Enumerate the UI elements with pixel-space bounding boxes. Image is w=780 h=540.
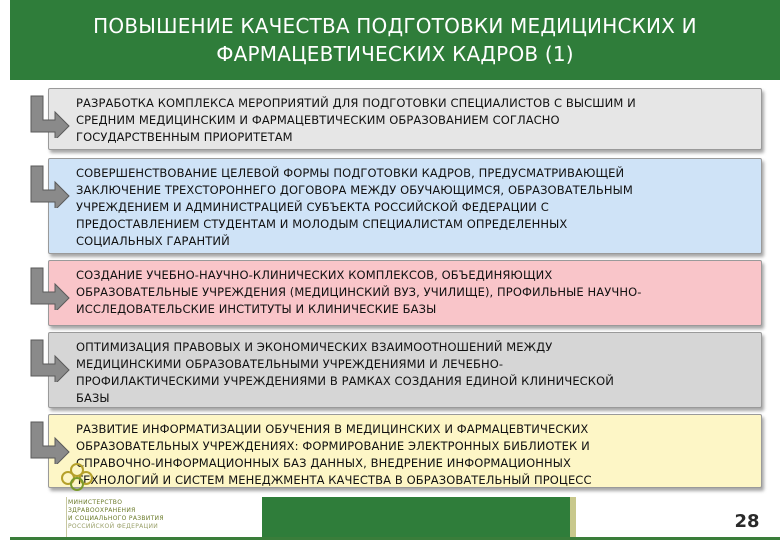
list-item <box>0 88 780 150</box>
item-text-line: СОЦИАЛЬНЫХ ГАРАНТИЙ <box>76 234 230 248</box>
item-text-line: СПРАВОЧНО-ИНФОРМАЦИОННЫХ БАЗ ДАННЫХ, ВНЕДРЕНИЕ ИНФОРМАЦИОННЫХ <box>76 456 571 470</box>
item-box <box>48 88 762 150</box>
slide-title-line-1: ПОВЫШЕНИЕ КАЧЕСТВА ПОДГОТОВКИ МЕДИЦИНСКИХ И <box>93 14 697 38</box>
slide-title-bar <box>10 0 780 80</box>
logo-text-line: МИНИСТЕРСТВО <box>68 499 123 506</box>
item-text-line: БАЗЫ <box>76 391 110 405</box>
bent-arrow-icon <box>28 266 72 310</box>
footer-separator <box>570 497 576 540</box>
list-item <box>0 414 780 488</box>
list-item <box>0 332 780 408</box>
item-text-line: ОБРАЗОВАТЕЛЬНЫЕ УЧРЕЖДЕНИЯ (МЕДИЦИНСКИЙ ВУЗ, УЧИЛИЩЕ), ПРОФИЛЬНЫЕ НАУЧНО- <box>76 285 642 299</box>
bent-arrow-icon <box>28 94 72 138</box>
ministry-logo-text <box>68 499 218 531</box>
footer-green-band <box>262 497 570 540</box>
item-box <box>48 414 762 488</box>
item-text-line: УЧРЕЖДЕНИЕМ И АДМИНИСТРАЦИЕЙ СУБЪЕКТА РОССИЙСКОЙ ФЕДЕРАЦИИ С <box>76 200 549 214</box>
item-text-line: ОБРАЗОВАТЕЛЬНЫХ УЧРЕЖДЕНИЯХ: ФОРМИРОВАНИЕ ЭЛЕКТРОННЫХ БИБЛИОТЕК И <box>76 439 590 453</box>
item-text-line: РАЗРАБОТКА КОМПЛЕКСА МЕРОПРИЯТИЙ ДЛЯ ПОДГОТОВКИ СПЕЦИАЛИСТОВ С ВЫСШИМ И <box>76 96 636 110</box>
bent-arrow-icon <box>28 164 72 208</box>
slide-title-line-2: ФАРМАЦЕВТИЧЕСКИХ КАДРОВ (1) <box>216 42 574 66</box>
item-text-line: ТЕХНОЛОГИЙ И СИСТЕМ МЕНЕДЖМЕНТА КАЧЕСТВА В ОБРАЗОВАТЕЛЬНЫЙ ПРОЦЕСС <box>76 473 592 487</box>
item-text-line: ПРЕДОСТАВЛЕНИЕМ СТУДЕНТАМ И МОЛОДЫМ СПЕЦИАЛИСТАМ ОПРЕДЕЛЕННЫХ <box>76 217 568 231</box>
item-text-line: РАЗВИТИЕ ИНФОРМАТИЗАЦИИ ОБУЧЕНИЯ В МЕДИЦИНСКИХ И ФАРМАЦЕВТИЧЕСКИХ <box>76 422 589 436</box>
item-text-line: СОЗДАНИЕ УЧЕБНО-НАУЧНО-КЛИНИЧЕСКИХ КОМПЛЕКСОВ, ОБЪЕДИНЯЮЩИХ <box>76 268 553 282</box>
item-text-line: ЗАКЛЮЧЕНИЕ ТРЕХСТОРОННЕГО ДОГОВОРА МЕЖДУ ОБУЧАЮЩИМСЯ, ОБРАЗОВАТЕЛЬНЫМ <box>76 183 633 197</box>
logo-text-line: И СОЦИАЛЬНОГО РАЗВИТИЯ <box>68 515 164 522</box>
bent-arrow-icon <box>28 420 72 464</box>
item-text-line: ГОСУДАРСТВЕННЫМ ПРИОРИТЕТАМ <box>76 130 293 144</box>
item-text-line: МЕДИЦИНСКИМИ ОБРАЗОВАТЕЛЬНЫМИ УЧРЕЖДЕНИЯМИ И ЛЕЧЕБНО- <box>76 357 504 371</box>
item-text-line: СОВЕРШЕНСТВОВАНИЕ ЦЕЛЕВОЙ ФОРМЫ ПОДГОТОВКИ КАДРОВ, ПРЕДУСМАТРИВАЮЩЕЙ <box>76 166 625 180</box>
item-text-line: ОПТИМИЗАЦИЯ ПРАВОВЫХ И ЭКОНОМИЧЕСКИХ ВЗАИМООТНОШЕНИЙ МЕЖДУ <box>76 340 553 354</box>
item-box <box>48 158 762 254</box>
page-number: 28 <box>734 510 760 532</box>
item-box <box>48 332 762 408</box>
bent-arrow-icon <box>28 338 72 382</box>
footer-divider <box>66 497 67 537</box>
list-item <box>0 260 780 326</box>
item-text-line: ПРОФИЛАКТИЧЕСКИМИ УЧРЕЖДЕНИЯМИ В РАМКАХ СОЗДАНИЯ ЕДИНОЙ КЛИНИЧЕСКОЙ <box>76 374 614 388</box>
item-text-line: СРЕДНИМ МЕДИЦИНСКИМ И ФАРМАЦЕВТИЧЕСКИМ ОБРАЗОВАНИЕМ СОГЛАСНО <box>76 113 560 127</box>
logo-text-line: ЗДРАВООХРАНЕНИЯ <box>68 507 136 514</box>
list-item <box>0 158 780 254</box>
item-box <box>48 260 762 326</box>
ministry-logo-icon <box>58 462 96 492</box>
item-text-line: ИССЛЕДОВАТЕЛЬСКИЕ ИНСТИТУТЫ И КЛИНИЧЕСКИЕ БАЗЫ <box>76 302 437 316</box>
logo-text-line: РОССИЙСКОЙ ФЕДЕРАЦИИ <box>68 523 159 530</box>
